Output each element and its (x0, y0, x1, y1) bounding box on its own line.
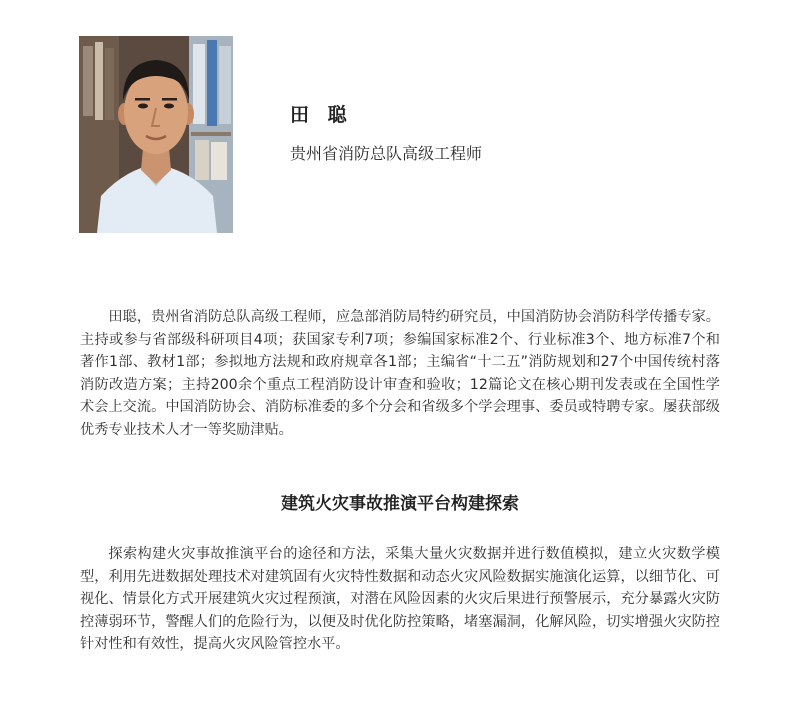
speaker-photo (79, 36, 233, 233)
profile-header (290, 100, 482, 164)
bio-paragraph: 田聪，贵州省消防总队高级工程师，应急部消防局特约研究员，中国消防协会消防科学传播专家。主持或参与省部级科研项目4项；获国家专利7项；参编国家标准2个、行业标准3个、地方标准7个和著作1部、教材1部；参拟地方法规和政府规章各1部；主编省“十二五”消防规划和27个中国传统村落消防改造方案；主持200余个重点工程消防设计审查和验收；12篇论文在核心期刊发表或在全国性学术会上交流。中国消防协会、消防标准委的多个分会和省级多个学会理事、委员或特聘专家。屡获部级优秀专业技术人才一等奖励津贴。 (80, 309, 720, 438)
person-name: 田 聪 (290, 104, 353, 126)
talk-abstract: 探索构建火灾事故推演平台的途径和方法，采集大量火灾数据并进行数值模拟，建立火灾数学模型，利用先进数据处理技术对建筑固有火灾特性数据和动态火灾风险数据实施演化运算，以细节化、可视化、情景化方式开展建筑火灾过程预演，对潜在风险因素的火灾后果进行预警展示，充分暴露火灾防控薄弱环节，警醒人们的危险行为，以便及时优化防控策略，堵塞漏洞，化解风险，切实增强火灾防控针对性和有效性，提高火灾风险管控水平。 (80, 546, 720, 653)
person-title: 贵州省消防总队高级工程师 (290, 144, 483, 163)
talk-title: 建筑火灾事故推演平台构建探索 (281, 494, 519, 514)
